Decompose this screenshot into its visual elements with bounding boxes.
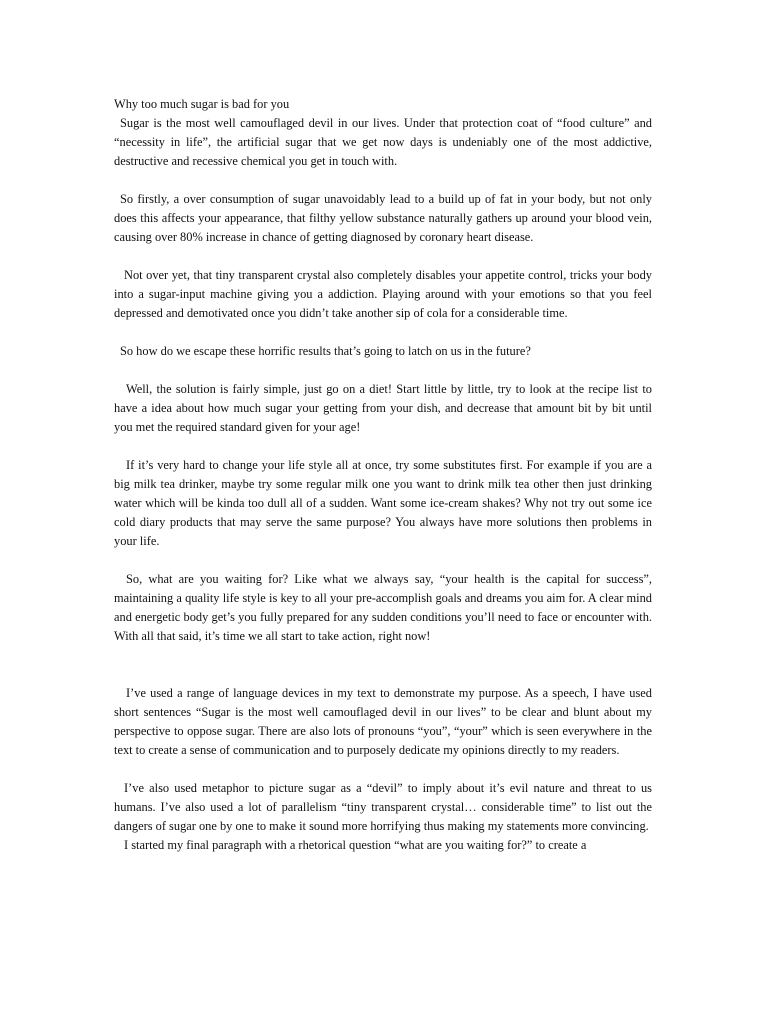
paragraph-spacer <box>114 171 652 190</box>
paragraph-spacer <box>114 361 652 380</box>
paragraph-spacer <box>114 551 652 570</box>
analysis-paragraph-devices: I’ve used a range of language devices in my text to demonstrate my purpose. As a speech, I have used short sentences “Sugar is the most well camouflaged devil in our lives” to be clear and blunt about my perspective to oppose sugar. There are also lots of pronouns “you”, “your” which is seen everywhere in the text to create a sense of communication and to purposely dedicate my opinions directly to my readers. <box>114 686 652 757</box>
paragraph-solution: Well, the solution is fairly simple, just go on a diet! Start little by little, try to look at the recipe list to have a idea about how much sugar your getting from your dish, and decrease that amount bit by bit until you met the required standard given for your age! <box>114 382 652 434</box>
paragraph-spacer <box>114 247 652 266</box>
paragraph-spacer <box>114 437 652 456</box>
paragraph-intro: Sugar is the most well camouflaged devil in our lives. Under that protection coat of “food culture” and “necessity in life”, the artificial sugar that we get now days is undeniably one of the most addictive, destructive and recessive chemical you get in touch with. <box>114 116 652 168</box>
paragraph-conclusion: So, what are you waiting for? Like what we always say, “your health is the capital for success”, maintaining a quality life style is key to all your pre-accomplish goals and dreams you aim for. A clear mind and energetic body get’s you fully prepared for any sudden conditions you’ll need to face or encounter with. With all that said, it’s time we all start to take action, right now! <box>114 572 652 643</box>
paragraph-spacer <box>114 323 652 342</box>
paragraph-question: So how do we escape these horrific results that’s going to latch on us in the future? <box>120 344 531 358</box>
paragraph-substitutes: If it’s very hard to change your life style all at once, try some substitutes first. For example if you are a big milk tea drinker, maybe try some regular milk one you want to drink milk tea other then just drinking water which will be kinda too dull all of a sudden. Want some ice-cream shakes? Why not try out some ice cold diary products that may serve the same purpose? You always have more solutions then problems in your life. <box>114 458 652 548</box>
paragraph-spacer <box>114 760 652 779</box>
paragraph-fat-buildup: So firstly, a over consumption of sugar unavoidably lead to a build up of fat in your body, but not only does this affects your appearance, that filthy yellow substance naturally gathers up around your blood vein, causing over 80% increase in chance of getting diagnosed by coronary heart disease. <box>114 192 652 244</box>
analysis-paragraph-rhetorical: I started my final paragraph with a rhetorical question “what are you waiting for?” to create a <box>124 838 587 852</box>
document-page <box>114 95 652 855</box>
paragraph-appetite: Not over yet, that tiny transparent crystal also completely disables your appetite control, tricks your body into a sugar-input machine giving you a addiction. Playing around with your emotions so that you feel depressed and demotivated once you didn’t take another sip of cola for a considerable time. <box>114 268 652 320</box>
section-spacer <box>114 646 652 684</box>
document-title: Why too much sugar is bad for you <box>114 97 290 111</box>
analysis-paragraph-metaphor: I’ve also used metaphor to picture sugar as a “devil” to imply about it’s evil nature and threat to us humans. I’ve also used a lot of parallelism “tiny transparent crystal… considerable time” to list out the dangers of sugar one by one to make it sound more horrifying thus making my statements more convincing. <box>114 781 652 833</box>
